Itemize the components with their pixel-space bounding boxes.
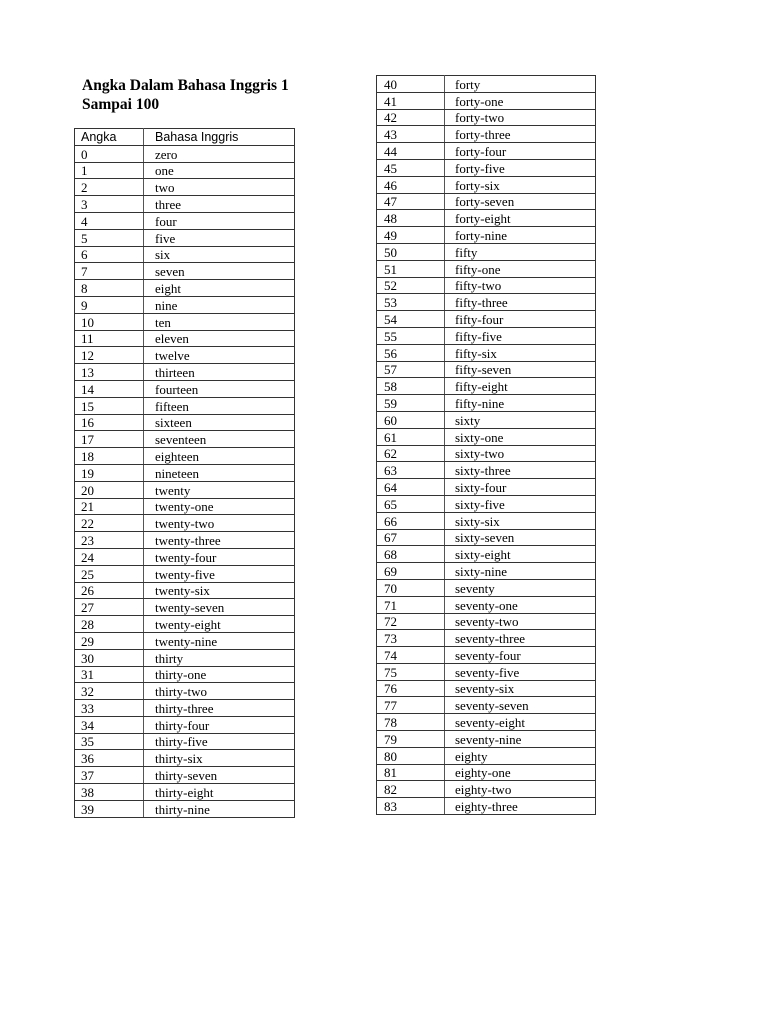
english-word-cell: sixteen — [144, 414, 295, 431]
table-header-row — [75, 129, 295, 146]
english-word-cell: thirty-seven — [144, 767, 295, 784]
english-word-cell: forty — [445, 76, 596, 93]
number-cell: 10 — [75, 313, 144, 330]
table-row — [377, 731, 596, 748]
page-title-line-1: Angka Dalam Bahasa Inggris 1 — [82, 77, 289, 94]
english-word-cell: eleven — [144, 330, 295, 347]
table-row — [377, 495, 596, 512]
english-word-cell: twenty-six — [144, 582, 295, 599]
number-cell: 43 — [377, 126, 445, 143]
english-word-cell: fourteen — [144, 380, 295, 397]
number-cell: 27 — [75, 599, 144, 616]
number-cell: 6 — [75, 246, 144, 263]
english-word-cell: fifty-five — [445, 327, 596, 344]
number-cell: 68 — [377, 546, 445, 563]
number-cell: 0 — [75, 145, 144, 162]
table-row — [377, 428, 596, 445]
table-row — [377, 92, 596, 109]
number-cell: 31 — [75, 666, 144, 683]
number-cell: 80 — [377, 747, 445, 764]
table-body-left — [75, 145, 295, 817]
number-cell: 11 — [75, 330, 144, 347]
number-cell: 44 — [377, 143, 445, 160]
number-cell: 4 — [75, 212, 144, 229]
english-word-cell: seventy — [445, 579, 596, 596]
english-word-cell: one — [144, 162, 295, 179]
english-word-cell: eight — [144, 280, 295, 297]
english-word-cell: seventy-two — [445, 613, 596, 630]
number-cell: 30 — [75, 649, 144, 666]
english-word-cell: zero — [144, 145, 295, 162]
english-word-cell: twenty-seven — [144, 599, 295, 616]
number-cell: 42 — [377, 109, 445, 126]
table-row — [377, 697, 596, 714]
number-cell: 29 — [75, 632, 144, 649]
table-row — [75, 347, 295, 364]
table-row — [377, 210, 596, 227]
english-word-cell: twenty-nine — [144, 632, 295, 649]
english-word-cell: eighty-three — [445, 798, 596, 815]
english-word-cell: fifty-three — [445, 294, 596, 311]
table-row — [377, 243, 596, 260]
table-row — [75, 397, 295, 414]
english-word-cell: two — [144, 179, 295, 196]
table-row — [75, 263, 295, 280]
table-row — [75, 145, 295, 162]
english-word-cell: fifty-six — [445, 344, 596, 361]
number-cell: 74 — [377, 647, 445, 664]
number-cell: 47 — [377, 193, 445, 210]
number-cell: 1 — [75, 162, 144, 179]
table-row — [377, 378, 596, 395]
table-row — [377, 193, 596, 210]
english-word-cell: thirty-five — [144, 733, 295, 750]
number-cell: 28 — [75, 616, 144, 633]
english-word-cell: seventy-four — [445, 647, 596, 664]
table-row — [75, 515, 295, 532]
english-word-cell: seventy-six — [445, 680, 596, 697]
table-row — [75, 599, 295, 616]
number-cell: 21 — [75, 498, 144, 515]
table-row — [75, 414, 295, 431]
english-word-cell: fifty-two — [445, 277, 596, 294]
number-cell: 13 — [75, 364, 144, 381]
table-row — [75, 464, 295, 481]
table-row — [377, 445, 596, 462]
english-word-cell: forty-two — [445, 109, 596, 126]
number-cell: 22 — [75, 515, 144, 532]
number-cell: 24 — [75, 548, 144, 565]
english-word-cell: sixty-eight — [445, 546, 596, 563]
number-cell: 70 — [377, 579, 445, 596]
table-row — [75, 229, 295, 246]
english-word-cell: seventy-five — [445, 663, 596, 680]
english-word-cell: five — [144, 229, 295, 246]
english-word-cell: forty-four — [445, 143, 596, 160]
number-cell: 83 — [377, 798, 445, 815]
number-cell: 55 — [377, 327, 445, 344]
table-row — [377, 663, 596, 680]
number-cell: 14 — [75, 380, 144, 397]
english-word-cell: twenty-two — [144, 515, 295, 532]
table-row — [377, 227, 596, 244]
table-row — [75, 162, 295, 179]
number-cell: 52 — [377, 277, 445, 294]
table-row — [377, 395, 596, 412]
english-word-cell: nineteen — [144, 464, 295, 481]
table-row — [377, 109, 596, 126]
number-cell: 41 — [377, 92, 445, 109]
number-cell: 67 — [377, 529, 445, 546]
number-cell: 25 — [75, 565, 144, 582]
english-word-cell: sixty — [445, 411, 596, 428]
english-word-cell: ten — [144, 313, 295, 330]
number-cell: 78 — [377, 714, 445, 731]
table-row — [75, 716, 295, 733]
number-cell: 61 — [377, 428, 445, 445]
number-cell: 72 — [377, 613, 445, 630]
english-word-cell: sixty-four — [445, 479, 596, 496]
english-word-cell: seventy-nine — [445, 731, 596, 748]
english-word-cell: thirteen — [144, 364, 295, 381]
table-row — [75, 700, 295, 717]
number-cell: 2 — [75, 179, 144, 196]
english-word-cell: sixty-nine — [445, 563, 596, 580]
number-cell: 79 — [377, 731, 445, 748]
table-row — [75, 767, 295, 784]
table-row — [75, 750, 295, 767]
number-cell: 62 — [377, 445, 445, 462]
number-cell: 23 — [75, 532, 144, 549]
table-row — [377, 327, 596, 344]
table-row — [75, 632, 295, 649]
english-word-cell: thirty-four — [144, 716, 295, 733]
english-word-cell: seventy-eight — [445, 714, 596, 731]
table-row — [377, 546, 596, 563]
table-row — [75, 481, 295, 498]
number-cell: 37 — [75, 767, 144, 784]
number-cell: 35 — [75, 733, 144, 750]
number-cell: 48 — [377, 210, 445, 227]
number-cell: 18 — [75, 448, 144, 465]
number-cell: 56 — [377, 344, 445, 361]
english-word-cell: six — [144, 246, 295, 263]
number-cell: 45 — [377, 159, 445, 176]
column-header-bahasa-inggris: Bahasa Inggris — [144, 129, 295, 146]
english-word-cell: forty-five — [445, 159, 596, 176]
table-row — [377, 311, 596, 328]
english-word-cell: fifty-four — [445, 311, 596, 328]
number-cell: 16 — [75, 414, 144, 431]
english-word-cell: eighty-two — [445, 781, 596, 798]
english-word-cell: twenty-four — [144, 548, 295, 565]
number-cell: 9 — [75, 296, 144, 313]
number-cell: 76 — [377, 680, 445, 697]
number-cell: 71 — [377, 596, 445, 613]
number-cell: 73 — [377, 630, 445, 647]
number-cell: 17 — [75, 431, 144, 448]
number-cell: 77 — [377, 697, 445, 714]
page-title — [82, 76, 289, 114]
english-word-cell: twenty — [144, 481, 295, 498]
number-cell: 50 — [377, 243, 445, 260]
table-row — [377, 798, 596, 815]
english-word-cell: eighteen — [144, 448, 295, 465]
number-cell: 12 — [75, 347, 144, 364]
number-cell: 65 — [377, 495, 445, 512]
number-cell: 39 — [75, 800, 144, 817]
english-word-cell: thirty-eight — [144, 784, 295, 801]
english-word-cell: eighty — [445, 747, 596, 764]
english-word-cell: thirty — [144, 649, 295, 666]
table-row — [75, 616, 295, 633]
number-cell: 8 — [75, 280, 144, 297]
number-cell: 3 — [75, 196, 144, 213]
table-row — [377, 126, 596, 143]
number-cell: 82 — [377, 781, 445, 798]
english-word-cell: forty-nine — [445, 227, 596, 244]
table-row — [377, 277, 596, 294]
table-row — [377, 747, 596, 764]
table-body-right — [377, 76, 596, 815]
english-word-cell: sixty-two — [445, 445, 596, 462]
table-row — [377, 529, 596, 546]
english-word-cell: fifty — [445, 243, 596, 260]
table-row — [377, 361, 596, 378]
table-row — [377, 764, 596, 781]
table-row — [75, 212, 295, 229]
number-cell: 38 — [75, 784, 144, 801]
table-row — [75, 649, 295, 666]
number-cell: 19 — [75, 464, 144, 481]
number-cell: 60 — [377, 411, 445, 428]
english-word-cell: twenty-three — [144, 532, 295, 549]
number-cell: 59 — [377, 395, 445, 412]
number-cell: 5 — [75, 229, 144, 246]
table-row — [377, 781, 596, 798]
table-row — [377, 176, 596, 193]
table-row — [75, 582, 295, 599]
number-cell: 40 — [377, 76, 445, 93]
table-row — [377, 294, 596, 311]
column-header-angka: Angka — [75, 129, 144, 146]
english-word-cell: fifty-seven — [445, 361, 596, 378]
english-word-cell: twenty-one — [144, 498, 295, 515]
table-row — [377, 579, 596, 596]
table-row — [377, 260, 596, 277]
english-word-cell: forty-six — [445, 176, 596, 193]
english-word-cell: twelve — [144, 347, 295, 364]
table-row — [75, 565, 295, 582]
table-row — [377, 462, 596, 479]
number-cell: 64 — [377, 479, 445, 496]
english-word-cell: forty-eight — [445, 210, 596, 227]
english-word-cell: nine — [144, 296, 295, 313]
number-cell: 49 — [377, 227, 445, 244]
table-row — [75, 313, 295, 330]
number-cell: 33 — [75, 700, 144, 717]
english-word-cell: forty-seven — [445, 193, 596, 210]
english-word-cell: fifty-one — [445, 260, 596, 277]
table-row — [377, 411, 596, 428]
table-row — [377, 680, 596, 697]
table-row — [75, 246, 295, 263]
english-word-cell: four — [144, 212, 295, 229]
english-word-cell: thirty-three — [144, 700, 295, 717]
number-cell: 53 — [377, 294, 445, 311]
number-cell: 36 — [75, 750, 144, 767]
table-row — [75, 179, 295, 196]
english-word-cell: seventy-seven — [445, 697, 596, 714]
table-row — [75, 380, 295, 397]
english-word-cell: seventeen — [144, 431, 295, 448]
english-word-cell: sixty-seven — [445, 529, 596, 546]
table-row — [377, 563, 596, 580]
english-word-cell: sixty-six — [445, 512, 596, 529]
table-row — [75, 448, 295, 465]
english-word-cell: seventy-one — [445, 596, 596, 613]
english-word-cell: seven — [144, 263, 295, 280]
table-row — [377, 647, 596, 664]
english-word-cell: thirty-six — [144, 750, 295, 767]
table-row — [75, 683, 295, 700]
table-row — [75, 296, 295, 313]
table-row — [75, 733, 295, 750]
table-row — [75, 800, 295, 817]
english-word-cell: twenty-five — [144, 565, 295, 582]
english-word-cell: thirty-two — [144, 683, 295, 700]
number-cell: 58 — [377, 378, 445, 395]
table-row — [377, 76, 596, 93]
table-row — [75, 330, 295, 347]
number-cell: 66 — [377, 512, 445, 529]
numbers-table-left — [74, 128, 295, 818]
table-row — [75, 280, 295, 297]
table-row — [377, 344, 596, 361]
table-row — [75, 196, 295, 213]
table-row — [75, 532, 295, 549]
english-word-cell: forty-three — [445, 126, 596, 143]
table-row — [377, 143, 596, 160]
table-row — [377, 714, 596, 731]
number-cell: 63 — [377, 462, 445, 479]
numbers-table-right — [376, 75, 596, 815]
table-row — [75, 364, 295, 381]
number-cell: 26 — [75, 582, 144, 599]
english-word-cell: forty-one — [445, 92, 596, 109]
table-row — [377, 479, 596, 496]
number-cell: 34 — [75, 716, 144, 733]
english-word-cell: sixty-one — [445, 428, 596, 445]
table-row — [377, 159, 596, 176]
table-row — [377, 596, 596, 613]
number-cell: 57 — [377, 361, 445, 378]
english-word-cell: fifty-eight — [445, 378, 596, 395]
table-row — [75, 498, 295, 515]
english-word-cell: sixty-three — [445, 462, 596, 479]
page-title-line-2: Sampai 100 — [82, 96, 160, 113]
number-cell: 15 — [75, 397, 144, 414]
number-cell: 46 — [377, 176, 445, 193]
english-word-cell: thirty-nine — [144, 800, 295, 817]
number-cell: 81 — [377, 764, 445, 781]
number-cell: 51 — [377, 260, 445, 277]
number-cell: 20 — [75, 481, 144, 498]
number-cell: 54 — [377, 311, 445, 328]
table-row — [75, 548, 295, 565]
english-word-cell: thirty-one — [144, 666, 295, 683]
table-row — [75, 431, 295, 448]
number-cell: 69 — [377, 563, 445, 580]
english-word-cell: fifteen — [144, 397, 295, 414]
number-cell: 75 — [377, 663, 445, 680]
table-row — [377, 630, 596, 647]
number-cell: 7 — [75, 263, 144, 280]
english-word-cell: twenty-eight — [144, 616, 295, 633]
table-row — [377, 613, 596, 630]
english-word-cell: seventy-three — [445, 630, 596, 647]
english-word-cell: three — [144, 196, 295, 213]
table-row — [75, 666, 295, 683]
english-word-cell: fifty-nine — [445, 395, 596, 412]
english-word-cell: sixty-five — [445, 495, 596, 512]
number-cell: 32 — [75, 683, 144, 700]
english-word-cell: eighty-one — [445, 764, 596, 781]
table-row — [377, 512, 596, 529]
table-row — [75, 784, 295, 801]
